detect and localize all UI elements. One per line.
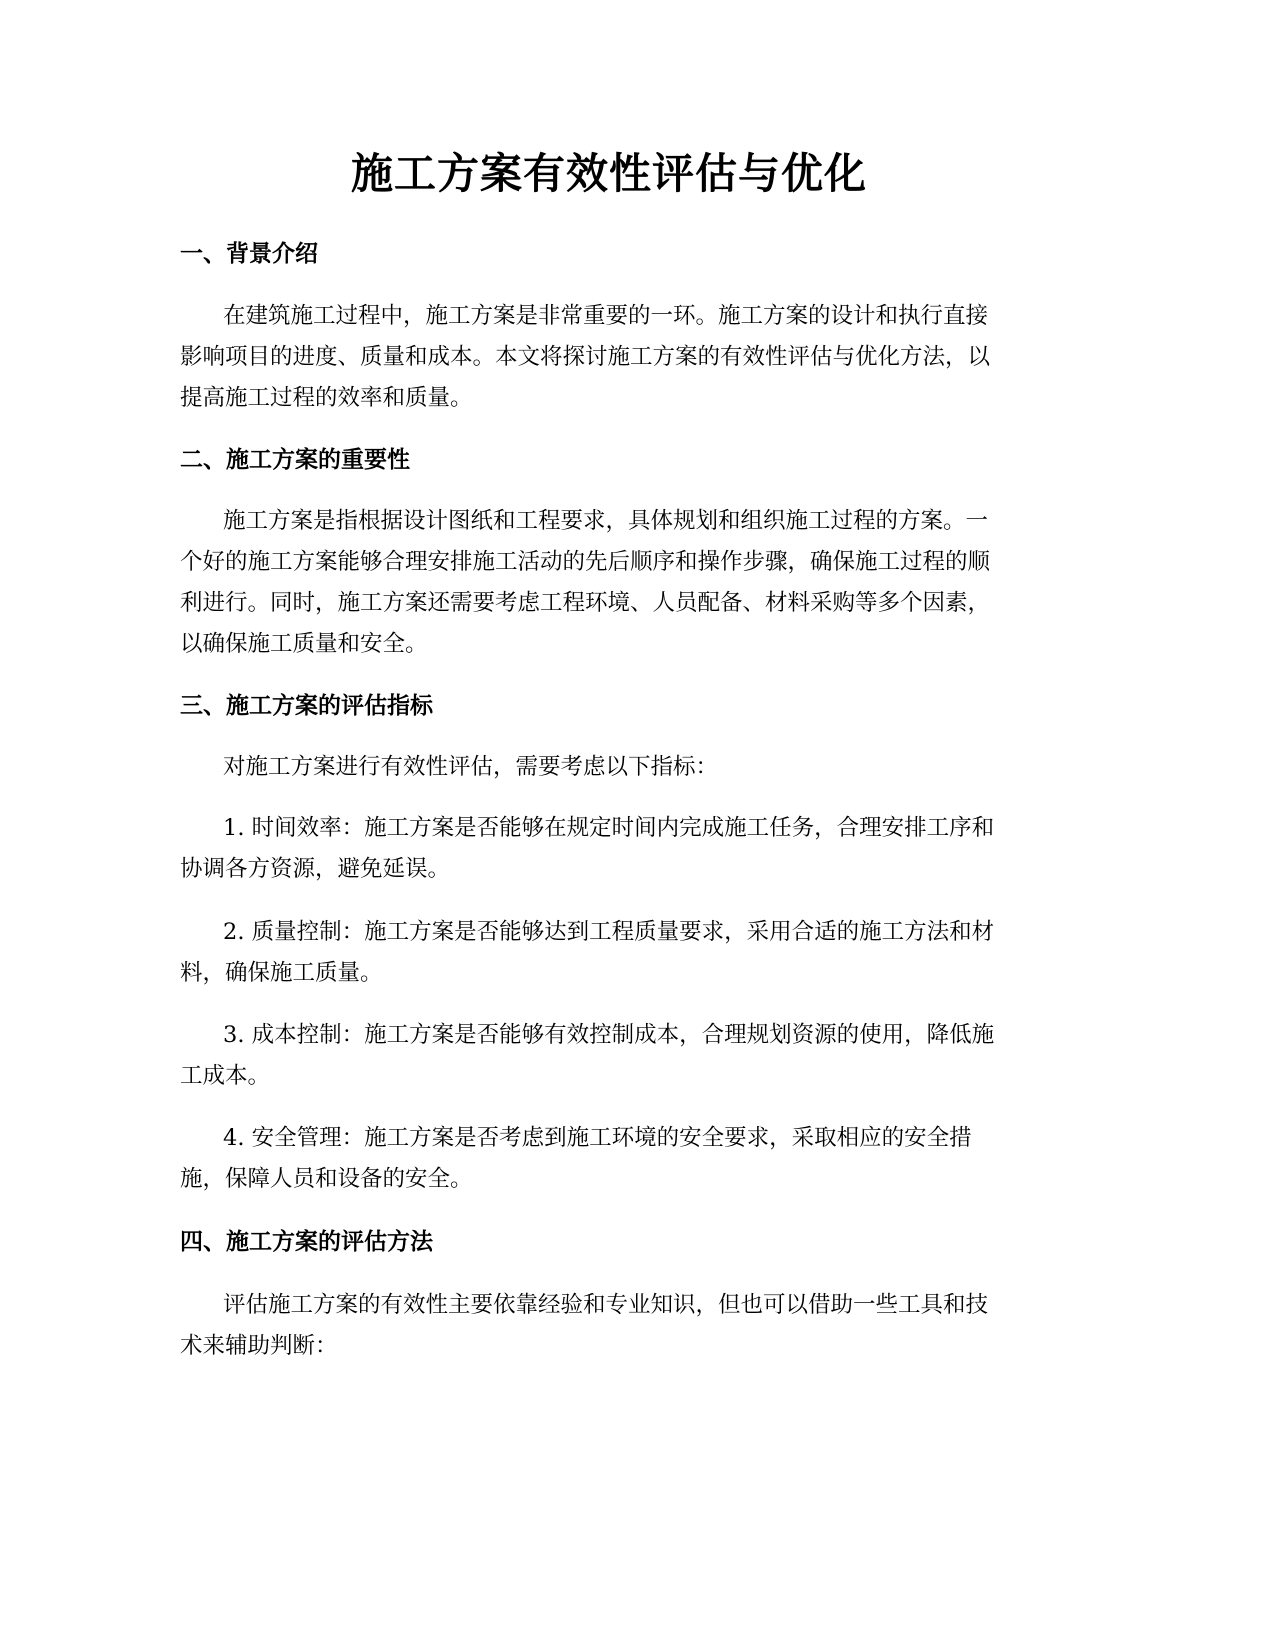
paragraph-importance: [180, 501, 1038, 665]
section-heading-methods: 四、施工方案的评估方法: [180, 1229, 433, 1255]
list-item-safety-management: [180, 1118, 1038, 1200]
text-line: 协调各方资源，避免延误。: [180, 856, 451, 882]
section-heading-criteria: 三、施工方案的评估指标: [180, 693, 433, 719]
list-item-cost-control: [180, 1015, 1038, 1097]
text-line: 工成本。: [180, 1063, 271, 1089]
paragraph-criteria-intro: [180, 747, 1038, 788]
text-line: 在建筑施工过程中，施工方案是非常重要的一环。施工方案的设计和执行直接: [223, 303, 989, 329]
document-title: 施工方案有效性评估与优化: [350, 149, 867, 198]
text-line: 施，保障人员和设备的安全。: [180, 1166, 473, 1192]
text-line: 提高施工过程的效率和质量。: [180, 385, 473, 411]
section-heading-background: 一、背景介绍: [180, 241, 318, 267]
text-line: 施工方案是指根据设计图纸和工程要求，具体规划和组织施工过程的方案。一: [223, 508, 989, 534]
section-heading-importance: 二、施工方案的重要性: [180, 447, 410, 473]
text-line: 4. 安全管理：施工方案是否考虑到施工环境的安全要求，采取相应的安全措: [223, 1125, 972, 1151]
text-line: 对施工方案进行有效性评估，需要考虑以下指标：: [223, 754, 719, 780]
text-line: 评估施工方案的有效性主要依靠经验和专业知识，但也可以借助一些工具和技: [223, 1292, 989, 1318]
text-line: 利进行。同时，施工方案还需要考虑工程环境、人员配备、材料采购等多个因素，: [180, 590, 991, 616]
text-line: 3. 成本控制：施工方案是否能够有效控制成本，合理规划资源的使用，降低施: [223, 1022, 995, 1048]
list-item-quality-control: [180, 912, 1038, 994]
text-line: 影响项目的进度、质量和成本。本文将探讨施工方案的有效性评估与优化方法，以: [180, 344, 991, 370]
text-line: 个好的施工方案能够合理安排施工活动的先后顺序和操作步骤，确保施工过程的顺: [180, 549, 991, 575]
list-item-time-efficiency: [180, 808, 1038, 890]
text-line: 以确保施工质量和安全。: [180, 631, 428, 657]
text-line: 2. 质量控制：施工方案是否能够达到工程质量要求，采用合适的施工方法和材: [223, 919, 995, 945]
document-page: [180, 0, 1038, 1650]
paragraph-methods: [180, 1285, 1038, 1367]
text-line: 术来辅助判断：: [180, 1333, 338, 1359]
paragraph-background: [180, 296, 1038, 419]
text-line: 1. 时间效率：施工方案是否能够在规定时间内完成施工任务，合理安排工序和: [223, 815, 995, 841]
text-line: 料，确保施工质量。: [180, 960, 383, 986]
